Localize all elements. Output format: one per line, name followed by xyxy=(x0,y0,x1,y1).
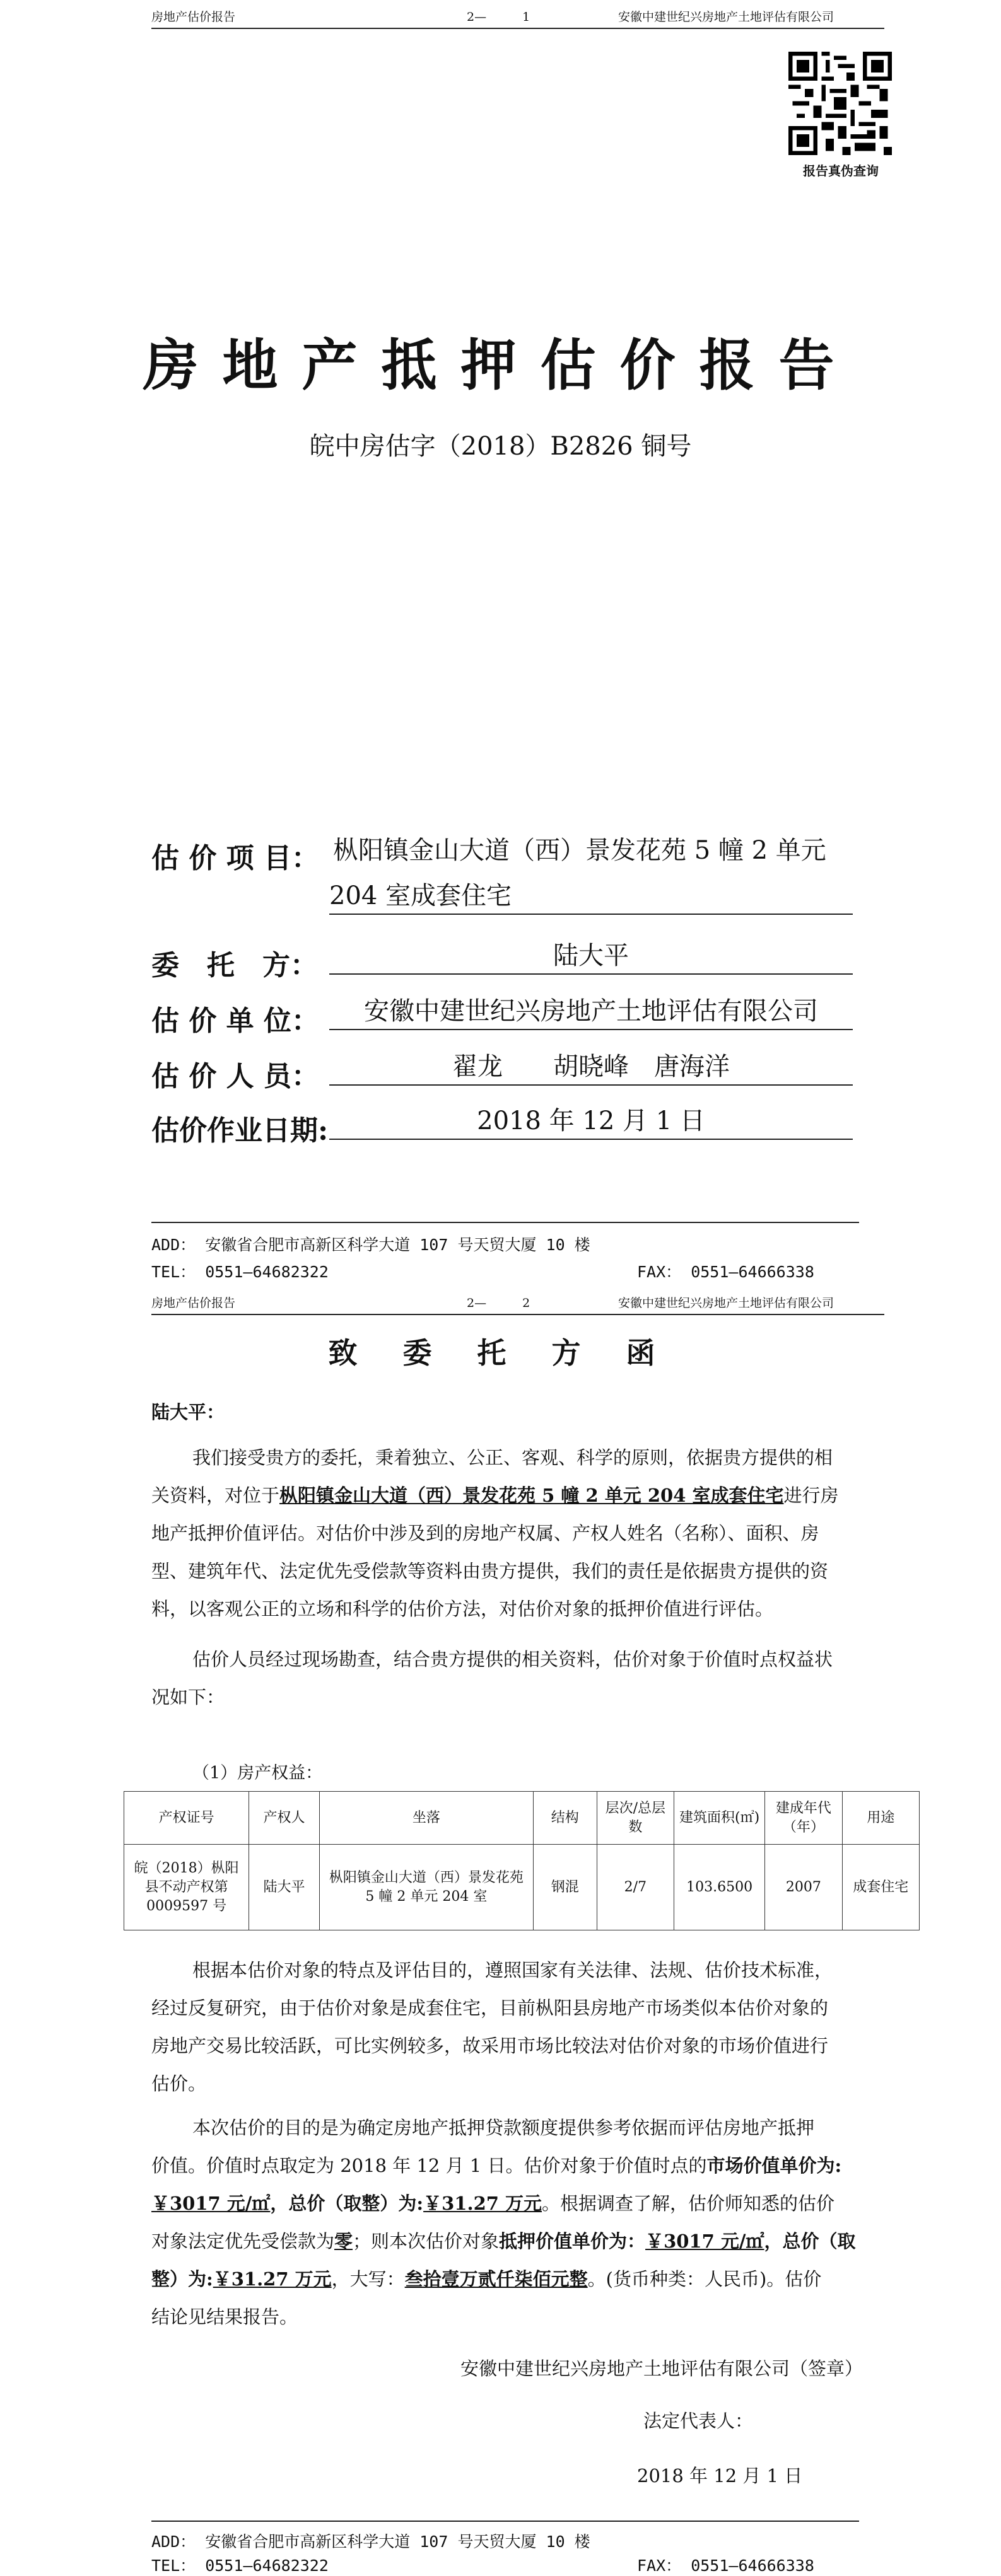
paragraph-line: 估价人员经过现场勘查，结合贵方提供的相关资料，估价对象于价值时点权益状 xyxy=(192,1649,833,1670)
qr-caption: 报告真伪查询 xyxy=(803,163,879,178)
rights-subtitle: （1）房产权益： xyxy=(192,1763,323,1783)
table-cell: 枞阳镇金山大道（西）景发花苑 5 幢 2 单元 204 室 xyxy=(319,1845,533,1930)
unit-value: 安徽中建世纪兴房地产土地评估有限公司 xyxy=(329,995,853,1030)
signature-date: 2018 年 12 月 1 日 xyxy=(637,2465,803,2486)
table-cell: 陆大平 xyxy=(249,1845,320,1930)
table-header-cell: 坐落 xyxy=(319,1792,533,1845)
footer-rule xyxy=(151,1222,859,1223)
table-header-cell: 层次/总层数 xyxy=(597,1792,674,1845)
table-cell: 2/7 xyxy=(597,1845,674,1930)
table-header-cell: 结构 xyxy=(533,1792,597,1845)
paragraph-line: 我们接受贵方的委托，秉着独立、公正、客观、科学的原则，依据贵方提供的相 xyxy=(192,1447,833,1468)
project-value-line2: 204 室成套住宅 xyxy=(329,879,853,915)
table-header-cell: 产权证号 xyxy=(124,1792,249,1845)
header-left: 房地产估价报告 xyxy=(151,10,236,24)
market-unit-price: ￥3017 元/㎡ xyxy=(151,2193,271,2214)
header-rule xyxy=(151,1314,884,1315)
paragraph-line: 房地产交易比较活跃，可比实例较多，故采用市场比较法对估价对象的市场价值进行 xyxy=(151,2035,829,2057)
date-value: 2018 年 12 月 1 日 xyxy=(329,1105,853,1140)
paragraph-line: 况如下： xyxy=(151,1686,225,1708)
property-rights-table xyxy=(124,1791,920,1930)
header-right: 安徽中建世纪兴房地产土地评估有限公司 xyxy=(618,1296,834,1310)
table-cell: 钢混 xyxy=(533,1845,597,1930)
project-label: 估 价 项 目： xyxy=(151,842,319,874)
table-cell: 皖（2018）枞阳县不动产权第 0009597 号 xyxy=(124,1845,249,1930)
footer-tel: TEL： 0551—64682322 xyxy=(151,1263,329,1281)
footer-fax: FAX： 0551—64666338 xyxy=(637,2556,814,2575)
footer-fax: FAX： 0551—64666338 xyxy=(637,1263,814,1281)
header-right: 安徽中建世纪兴房地产土地评估有限公司 xyxy=(618,10,834,24)
signature-representative: 法定代表人： xyxy=(643,2410,754,2432)
paragraph-line: 料，以客观公正的立场和科学的估价方法，对估价对象的抵押价值进行评估。 xyxy=(151,1598,774,1620)
paragraph-line: 结论见结果报告。 xyxy=(151,2306,298,2328)
qr-code-icon[interactable] xyxy=(788,52,892,155)
paragraph-line: 价值。价值时点取定为 2018 年 12 月 1 日。估价对象于价值时点的市场价值单价为: xyxy=(151,2155,842,2176)
project-value-line1: 枞阳镇金山大道（西）景发花苑 5 幢 2 单元 xyxy=(333,836,826,865)
table-header-cell: 建成年代（年） xyxy=(765,1792,842,1845)
footer-address: ADD： 安徽省合肥市高新区科学大道 107 号天贸大厦 10 楼 xyxy=(151,1236,590,1254)
client-label: 委 托 方： xyxy=(151,949,318,982)
table-cell: 103.6500 xyxy=(674,1845,765,1930)
table-cell: 2007 xyxy=(765,1845,842,1930)
unit-label: 估 价 单 位： xyxy=(151,1005,319,1037)
header-left: 房地产估价报告 xyxy=(151,1296,236,1310)
paragraph-line: 本次估价的目的是为确定房地产抵押贷款额度提供参考依据而评估房地产抵押 xyxy=(192,2117,815,2138)
amount-in-words: 叁拾壹万贰仟柒佰元整 xyxy=(404,2268,588,2290)
table-header-cell: 建筑面积(㎡) xyxy=(674,1792,765,1845)
table-cell: 成套住宅 xyxy=(842,1845,919,1930)
footer-address: ADD： 安徽省合肥市高新区科学大道 107 号天贸大厦 10 楼 xyxy=(151,2532,590,2551)
paragraph-line: 对象法定优先受偿款为零；则本次估价对象抵押价值单价为：￥3017 元/㎡，总价（取 xyxy=(151,2231,856,2252)
report-number: 皖中房估字（2018）B2826 铜号 xyxy=(309,432,692,461)
footer-rule xyxy=(151,2521,859,2522)
letter-title: 致 委 托 方 函 xyxy=(328,1336,673,1370)
market-total-price: ￥31.27 万元 xyxy=(423,2193,542,2214)
header-page-number: 2— 2 xyxy=(467,1296,530,1310)
report-title: 房地产抵押估价报告 xyxy=(143,332,858,398)
paragraph-line: ￥3017 元/㎡，总价（取整）为:￥31.27 万元。根据调查了解，估价师知悉的估价 xyxy=(151,2193,835,2214)
footer-tel: TEL： 0551—64682322 xyxy=(151,2556,329,2575)
table-header-cell: 产权人 xyxy=(249,1792,320,1845)
mortgage-total-price: ￥31.27 万元 xyxy=(213,2268,332,2290)
paragraph-line: 估价。 xyxy=(151,2073,207,2094)
client-value: 陆大平 xyxy=(329,939,853,975)
salutation: 陆大平： xyxy=(151,1401,225,1423)
paragraph-line: 关资料，对位于枞阳镇金山大道（西）景发花苑 5 幢 2 单元 204 室成套住宅进行房 xyxy=(151,1485,839,1506)
paragraph-line: 型、建筑年代、法定优先受偿款等资料由贵方提供，我们的责任是依据贵方提供的资 xyxy=(151,1560,829,1582)
table-header-cell: 用途 xyxy=(842,1792,919,1845)
date-label: 估价作业日期: xyxy=(151,1115,329,1147)
paragraph-line: 地产抵押价值评估。对估价中涉及到的房地产权属、产权人姓名（名称）、面积、房 xyxy=(151,1523,819,1544)
paragraph-line: 根据本估价对象的特点及评估目的，遵照国家有关法律、法规、估价技术标准， xyxy=(192,1959,833,1981)
mortgage-unit-price: ￥3017 元/㎡ xyxy=(645,2231,764,2252)
header-rule xyxy=(151,28,884,29)
property-address: 枞阳镇金山大道（西）景发花苑 5 幢 2 单元 204 室成套住宅 xyxy=(279,1485,784,1506)
appraiser-label: 估 价 人 员： xyxy=(151,1060,319,1093)
table-header-row xyxy=(124,1792,920,1845)
header-page-number: 2— 1 xyxy=(467,10,530,24)
appraiser-value: 翟龙 胡晓峰 唐海洋 xyxy=(329,1050,853,1086)
paragraph-line: 整）为:￥31.27 万元，大写：叁拾壹万贰仟柒佰元整。(货币种类：人民币)。估价 xyxy=(151,2268,822,2290)
table-row xyxy=(124,1845,920,1930)
paragraph-line: 经过反复研究，由于估价对象是成套住宅，目前枞阳县房地产市场类似本估价对象的 xyxy=(151,1997,829,2019)
signature-company: 安徽中建世纪兴房地产土地评估有限公司（签章） xyxy=(460,2358,863,2379)
